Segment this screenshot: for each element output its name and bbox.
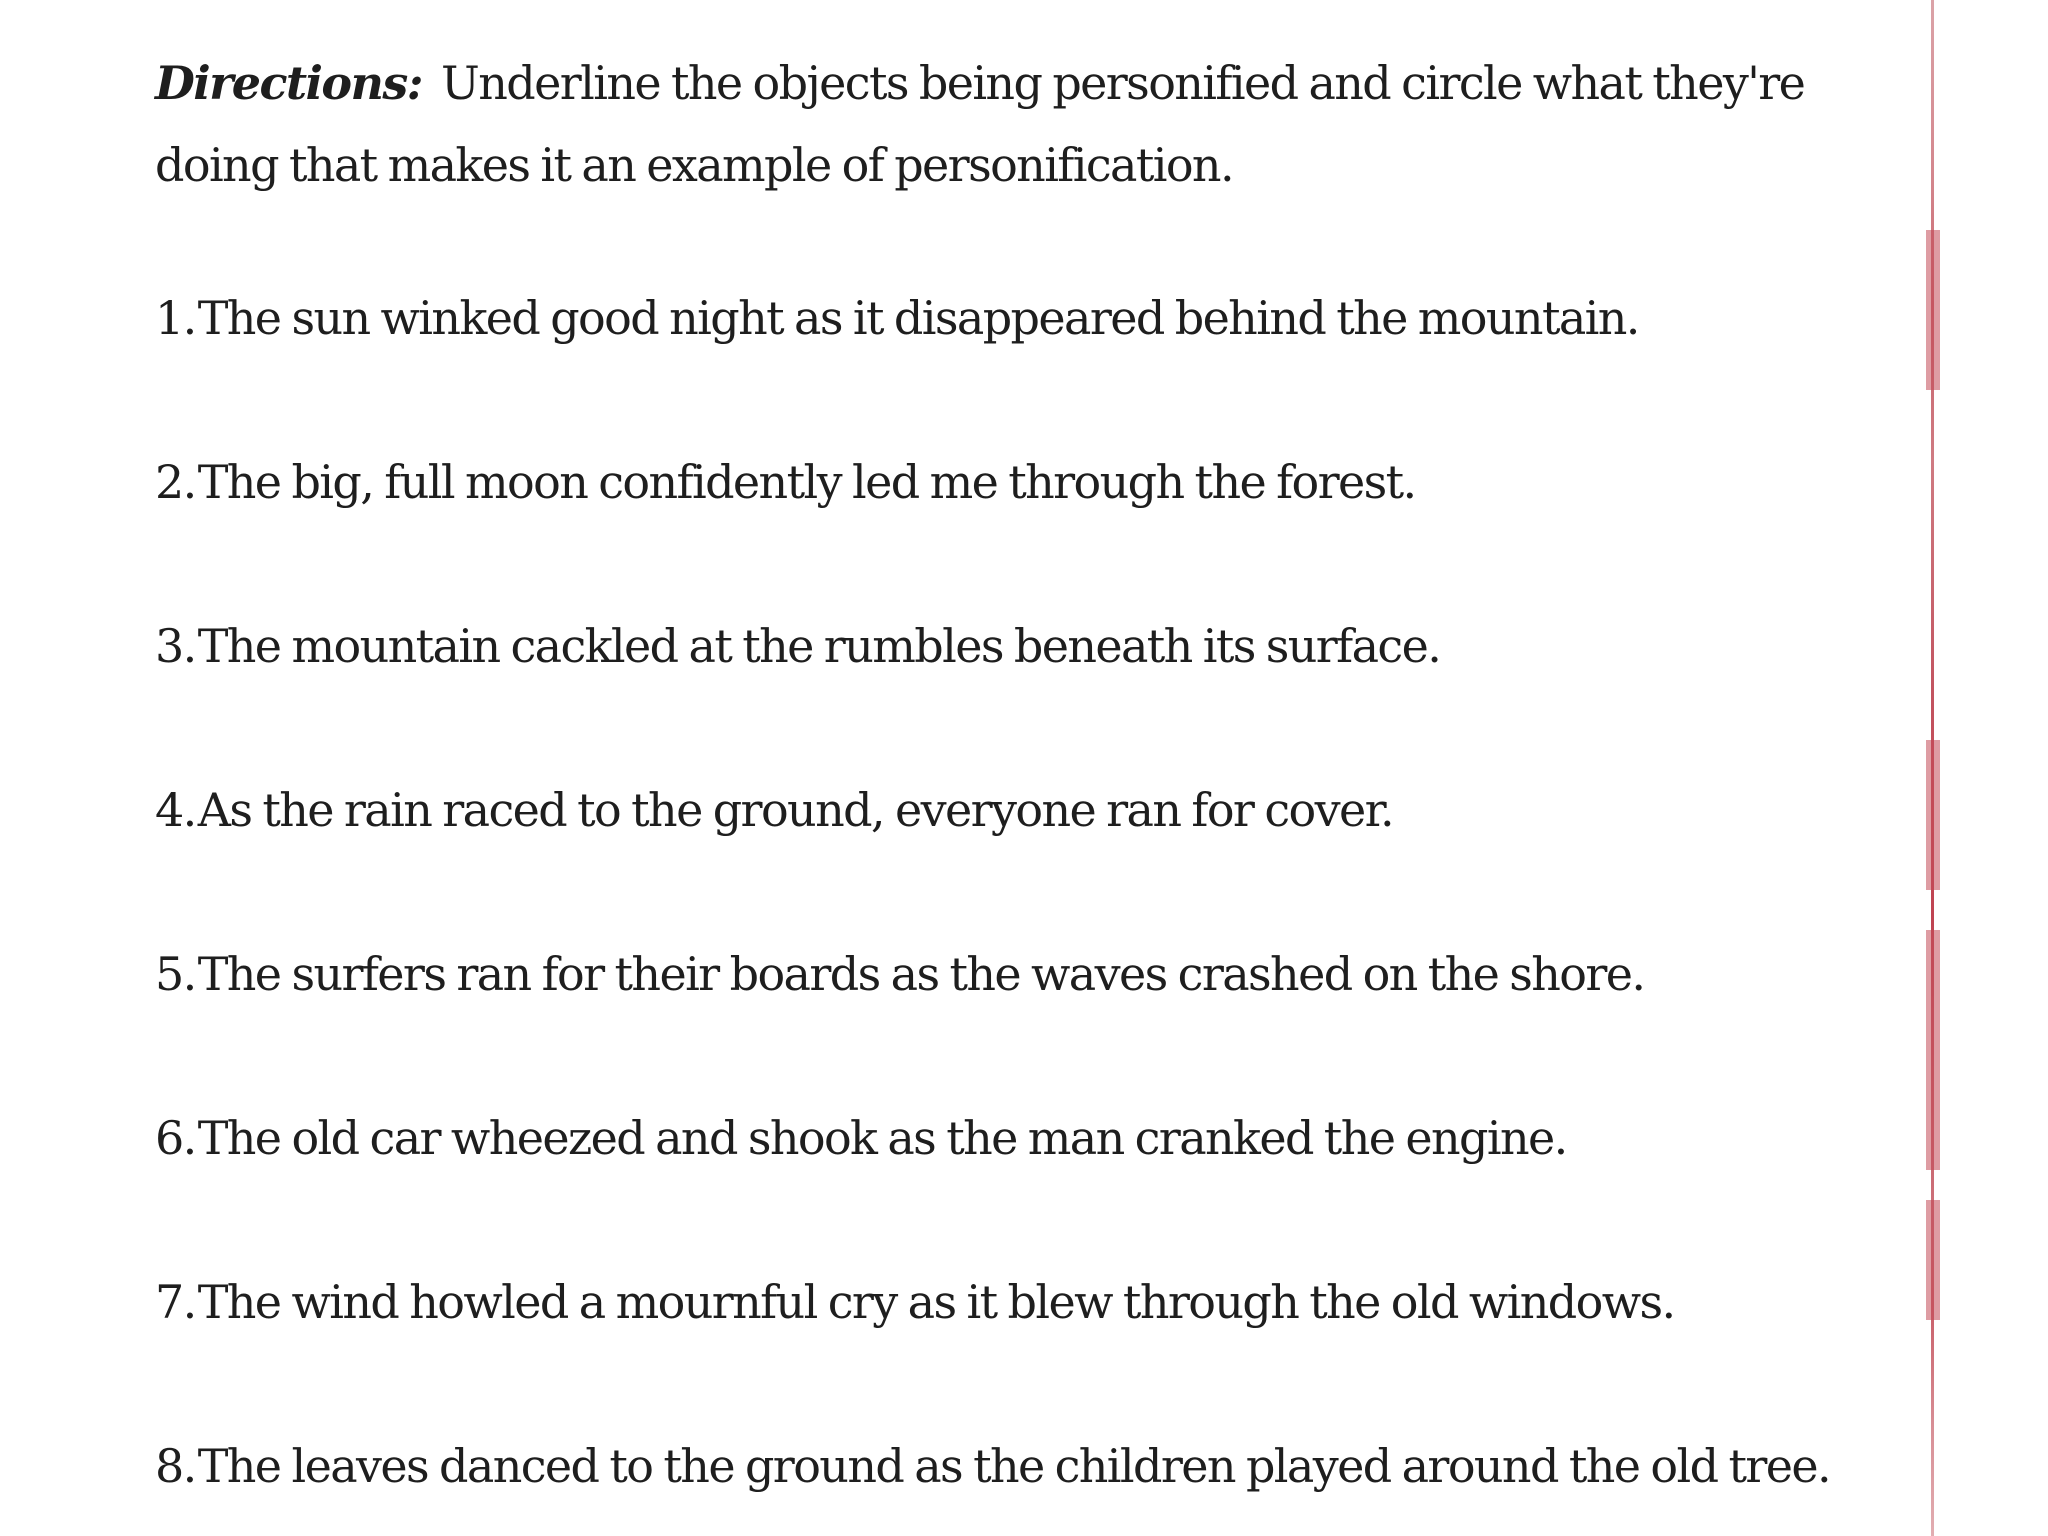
sentence-number: 7. (155, 1275, 196, 1329)
sentence-text: The wind howled a mournful cry as it blew through the old windows. (197, 1275, 1675, 1329)
sentence-number: 2. (155, 455, 196, 509)
sentence-item-4 (155, 780, 1393, 840)
sentence-text: The sun winked good night as it disappeared behind the mountain. (197, 291, 1639, 345)
sentence-text: The leaves danced to the ground as the children played around the old tree. (197, 1439, 1831, 1493)
directions-paragraph (155, 42, 1935, 206)
sentence-number: 8. (155, 1439, 196, 1493)
sentence-number: 6. (155, 1111, 196, 1165)
sentence-number: 4. (155, 783, 196, 837)
sentence-item-7 (155, 1272, 1675, 1332)
edge-rough-segment (1926, 230, 1940, 390)
edge-rough-segment (1926, 740, 1940, 890)
torn-paper-edge (1926, 0, 1940, 1536)
sentence-text: The surfers ran for their boards as the waves crashed on the shore. (197, 947, 1645, 1001)
sentence-item-3 (155, 616, 1440, 676)
directions-label: Directions: (155, 56, 423, 110)
sentence-number: 3. (155, 619, 196, 673)
directions-text: Underline the objects being personified and circle what they're doing that makes it an example of personification. (155, 56, 1805, 192)
sentence-text: The big, full moon confidently led me through the forest. (197, 455, 1416, 509)
sentence-item-1 (155, 288, 1639, 348)
edge-rough-segment (1926, 1200, 1940, 1320)
sentence-number: 5. (155, 947, 196, 1001)
sentence-text: As the rain raced to the ground, everyone ran for cover. (197, 783, 1393, 837)
sentence-item-5 (155, 944, 1644, 1004)
sentence-number: 1. (155, 291, 196, 345)
sentence-item-8 (155, 1436, 1830, 1496)
sentence-text: The old car wheezed and shook as the man cranked the engine. (197, 1111, 1567, 1165)
sentence-text: The mountain cackled at the rumbles beneath its surface. (197, 619, 1441, 673)
sentence-item-6 (155, 1108, 1567, 1168)
sentence-item-2 (155, 452, 1416, 512)
edge-rough-segment (1926, 930, 1940, 1170)
